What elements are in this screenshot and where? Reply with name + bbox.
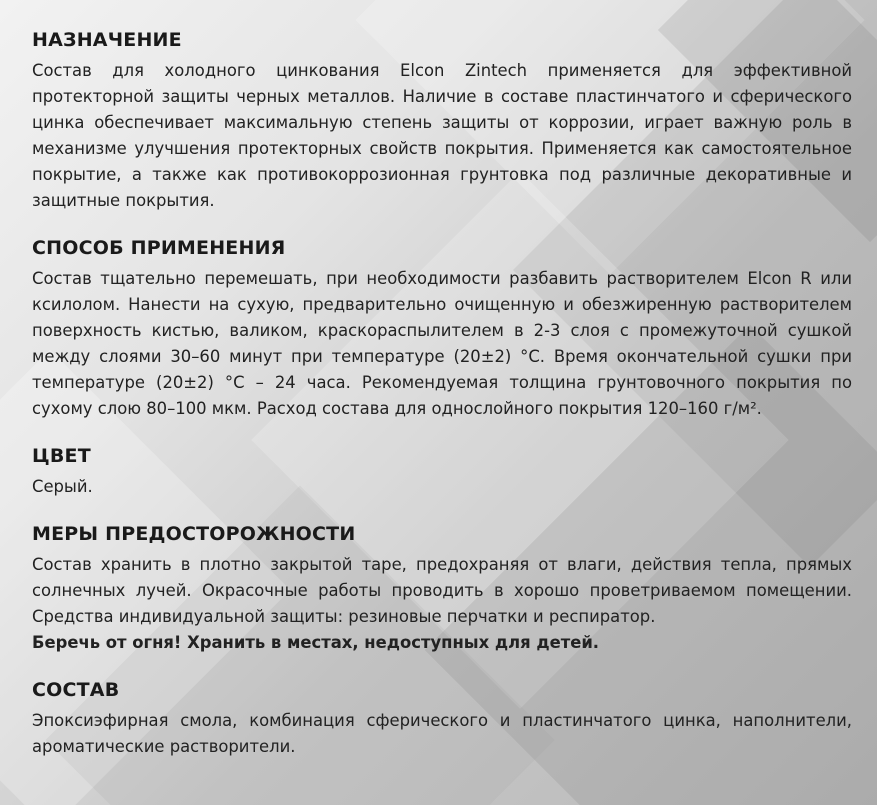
- section-heading: ЦВЕТ: [32, 445, 91, 467]
- section-text: Эпоксиэфирная смола, комбинация сферического и пластинчатого цинка, наполнители, ароматические растворители.: [32, 711, 852, 756]
- document-body: [32, 28, 852, 782]
- section-heading: МЕРЫ ПРЕДОСТОРОЖНОСТИ: [32, 523, 356, 545]
- section-text: Состав хранить в плотно закрытой таре, предохраняя от влаги, действия тепла, прямых солнечных лучей. Окрасочные работы проводить в хорошо проветриваемом помещении. Средства индивидуальной защиты: резиновые перчатки и респиратор.: [32, 555, 852, 626]
- section-composition: [32, 678, 852, 760]
- section-purpose: [32, 28, 852, 214]
- warning-text: Беречь от огня! Хранить в местах, недоступных для детей.: [32, 633, 600, 652]
- section-color: [32, 444, 852, 500]
- section-heading: СОСТАВ: [32, 679, 120, 701]
- section-text: Серый.: [32, 477, 93, 496]
- section-text: Состав для холодного цинкования Elcon Zintech применяется для эффективной протекторной защиты черных металлов. Наличие в составе пластинчатого и сферического цинка обеспечивает максимальную степень защиты от коррозии, играет важную роль в механизме улучшения протекторных свойств покрытия. Применяется как самостоятельное покрытие, а также как противокоррозионная грунтовка под различные декоративные и защитные покрытия.: [32, 61, 852, 210]
- section-application-method: [32, 236, 852, 422]
- section-heading: СПОСОБ ПРИМЕНЕНИЯ: [32, 237, 286, 259]
- section-heading: НАЗНАЧЕНИЕ: [32, 29, 182, 51]
- section-text: Состав тщательно перемешать, при необходимости разбавить растворителем Elcon R или ксилолом. Нанести на сухую, предварительно очищенную и обезжиренную растворителем поверхность кистью, валиком, краскораспылителем в 2-3 слоя с промежуточной сушкой между слоями 30–60 минут при температуре (20±2) °С. Время окончательной сушки при температуре (20±2) °С – 24 часа. Рекомендуемая толщина грунтовочного покрытия по сухому слою 80–100 мкм. Расход состава для однослойного покрытия 120–160 г/м².: [32, 269, 852, 418]
- section-precautions: [32, 522, 852, 656]
